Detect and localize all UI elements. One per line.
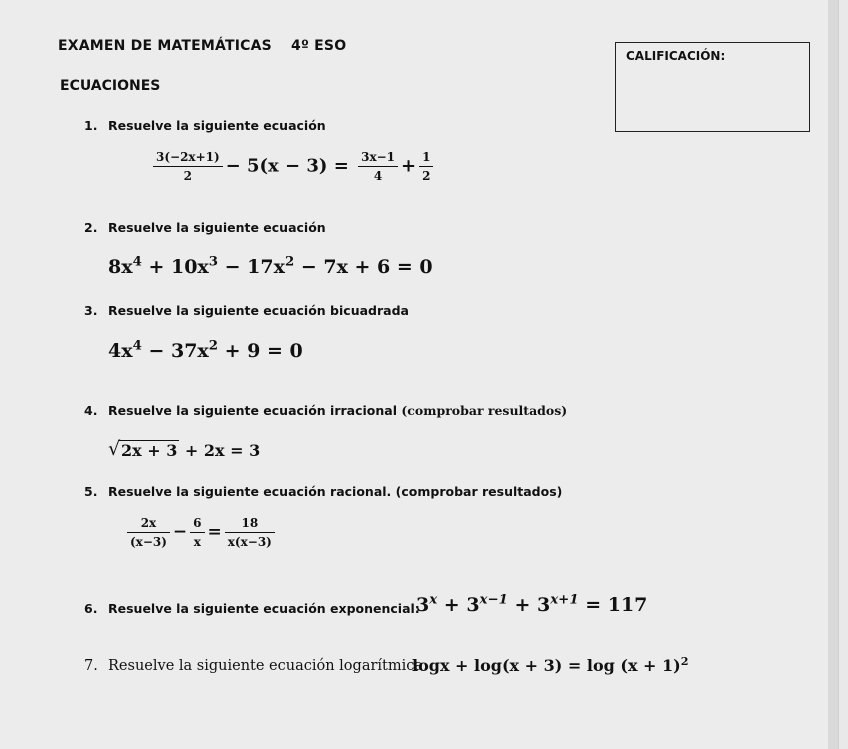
radical-sign: √: [108, 437, 121, 460]
term: − 17x: [218, 256, 285, 278]
fraction: [190, 516, 204, 549]
fraction: [153, 150, 223, 183]
question-text: Resuelve la siguiente ecuación bicuadrada: [108, 303, 409, 318]
equation-1: [150, 150, 436, 183]
question-number: 4.: [84, 403, 98, 418]
question-3: [84, 303, 409, 318]
exam-title: EXAMEN DE MATEMÁTICAS: [58, 38, 272, 54]
term: + 10x: [141, 256, 209, 278]
numerator: 1: [419, 150, 433, 167]
question-1: [84, 118, 326, 133]
equals-sign: =: [207, 522, 222, 542]
question-2: [84, 220, 326, 235]
term: + 2x = 3: [179, 441, 261, 460]
exponent: 3: [208, 254, 219, 270]
exponent: 2: [208, 338, 219, 354]
exponent: 4: [132, 254, 142, 270]
term: = 117: [578, 594, 648, 616]
denominator: x: [193, 535, 201, 549]
term: 3: [416, 594, 430, 616]
numerator: 3x−1: [358, 150, 398, 167]
exam-header: [58, 38, 346, 54]
question-text: Resuelve la siguiente ecuación logarítmica:: [108, 658, 428, 674]
fraction: [419, 150, 433, 183]
exponent: 2: [680, 653, 689, 668]
grade-label: CALIFICACIÓN:: [626, 49, 726, 63]
fraction: [127, 516, 170, 549]
question-text: Resuelve la siguiente ecuación: [108, 220, 326, 235]
question-4: [84, 403, 567, 418]
question-text: Resuelve la siguiente ecuación: [108, 118, 326, 133]
question-7: [84, 658, 428, 674]
term: logx + log(x + 3) = log (x + 1): [412, 656, 681, 675]
denominator: x(x−3): [227, 535, 272, 549]
question-number: 3.: [84, 303, 98, 318]
question-6: [84, 601, 420, 616]
term: + 3: [507, 594, 551, 616]
question-note: (comprobar resultados): [401, 403, 568, 418]
question-text: Resuelve la siguiente ecuación exponencial:: [108, 601, 420, 616]
exponent: 2: [284, 254, 295, 270]
denominator: 4: [373, 169, 383, 183]
denominator: 2: [183, 169, 193, 183]
square-root: [108, 437, 179, 460]
equation-part: − 5(x − 3) =: [225, 155, 349, 177]
question-number: 6.: [84, 601, 98, 616]
term: + 9 = 0: [218, 340, 303, 362]
equation-6: [416, 594, 647, 616]
question-text: Resuelve la siguiente ecuación racional. (comprobar resultados): [108, 484, 563, 499]
exam-course: 4º ESO: [291, 38, 347, 54]
section-title: ECUACIONES: [60, 78, 161, 94]
question-number: 2.: [84, 220, 98, 235]
question-number: 1.: [84, 118, 98, 133]
exponent: 4: [132, 338, 142, 354]
term: − 37x: [141, 340, 209, 362]
radicand: 2x + 3: [121, 441, 178, 460]
numerator: 3(−2x+1): [153, 150, 223, 167]
equation-3: [108, 340, 303, 362]
denominator: 2: [422, 169, 431, 183]
question-number: 7.: [84, 658, 98, 674]
fraction: [358, 150, 398, 183]
term: 8x: [108, 256, 133, 278]
page-edge: [828, 0, 838, 749]
exponent: x: [429, 592, 438, 608]
question-number: 5.: [84, 484, 98, 499]
term: 4x: [108, 340, 133, 362]
numerator: 18: [225, 516, 275, 533]
exponent: x−1: [479, 592, 508, 608]
numerator: 6: [190, 516, 204, 533]
equation-2: [108, 256, 433, 278]
numerator: 2x: [127, 516, 170, 533]
denominator: (x−3): [130, 535, 167, 549]
question-text: Resuelve la siguiente ecuación irracional: [108, 403, 397, 418]
grade-box: [615, 42, 810, 132]
equation-5: [124, 516, 278, 549]
equation-7: [412, 653, 689, 675]
term: − 7x + 6 = 0: [294, 256, 433, 278]
plus-sign: +: [401, 155, 417, 177]
minus-sign: −: [172, 522, 188, 542]
equation-4: [108, 437, 261, 460]
question-5: [84, 484, 562, 499]
term: + 3: [437, 594, 480, 616]
exponent: x+1: [550, 592, 579, 608]
fraction: [225, 516, 275, 549]
